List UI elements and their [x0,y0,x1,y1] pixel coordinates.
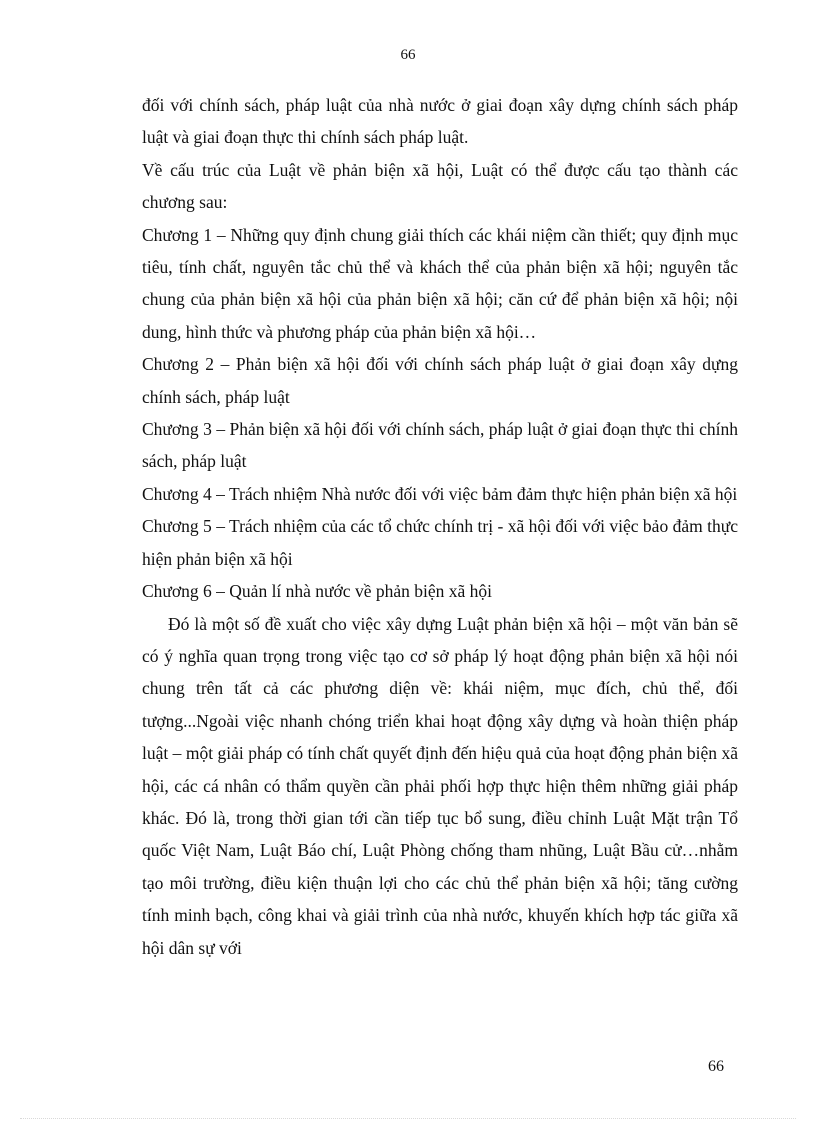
page-number-footer: 66 [708,1058,724,1075]
paragraph: Đó là một số đề xuất cho việc xây dựng Luật phản biện xã hội – một văn bản sẽ có ý nghĩa quan trọng trong việc tạo cơ sở pháp lý hoạt động phản biện xã hội nói chung trên tất cả các phương diện về: khái niệm, mục đích, chủ thể, đối tượng...Ngoài việc nhanh chóng triển khai hoạt động xây dựng và hoàn thiện pháp luật – một giải pháp có tính chất quyết định đến hiệu quả của hoạt động phản biện xã hội, các cá nhân có thẩm quyền cần phải phối hợp thực hiện thêm những giải pháp khác. Đó là, trong thời gian tới cần tiếp tục bổ sung, điều chỉnh Luật Mặt trận Tổ quốc Việt Nam, Luật Báo chí, Luật Phòng chống tham nhũng, Luật Bầu cử…nhằm tạo môi trường, điều kiện thuận lợi cho các chủ thể phản biện xã hội; tăng cường tính minh bạch, công khai và giải trình của nhà nước, khuyến khích hợp tác giữa xã hội dân sự với [142,613,738,958]
chapter-item: Chương 5 – Trách nhiệm của các tổ chức chính trị - xã hội đối với việc bảo đảm thực hiện phản biện xã hội [142,516,738,569]
page-number-header: 66 [400,47,416,63]
chapter-item: Chương 3 – Phản biện xã hội đối với chính sách, pháp luật ở giai đoạn thực thi chính sách, pháp luật [142,419,738,472]
chapter-item: Chương 2 – Phản biện xã hội đối với chính sách pháp luật ở giai đoạn xây dựng chính sách, pháp luật [142,354,738,407]
chapter-item: Chương 4 – Trách nhiệm Nhà nước đối với việc bảm đảm thực hiện phản biện xã hội [142,483,738,504]
page-divider [20,1118,796,1119]
chapter-item: Chương 1 – Những quy định chung giải thích các khái niệm cần thiết; quy định mục tiêu, tính chất, nguyên tắc chủ thể và khách thể của phản biện xã hội; nguyên tắc chung của phản biện xã hội của phản biện xã hội; căn cứ để phản biện xã hội; nội dung, hình thức và phương pháp của phản biện xã hội… [142,224,738,342]
document-body [142,89,738,964]
paragraph: đối với chính sách, pháp luật của nhà nước ở giai đoạn xây dựng chính sách pháp luật và giai đoạn thực thi chính sách pháp luật. [142,95,738,148]
chapter-item: Chương 6 – Quản lí nhà nước về phản biện xã hội [142,581,492,602]
paragraph: Về cấu trúc của Luật về phản biện xã hội, Luật có thể được cấu tạo thành các chương sau: [142,159,738,213]
